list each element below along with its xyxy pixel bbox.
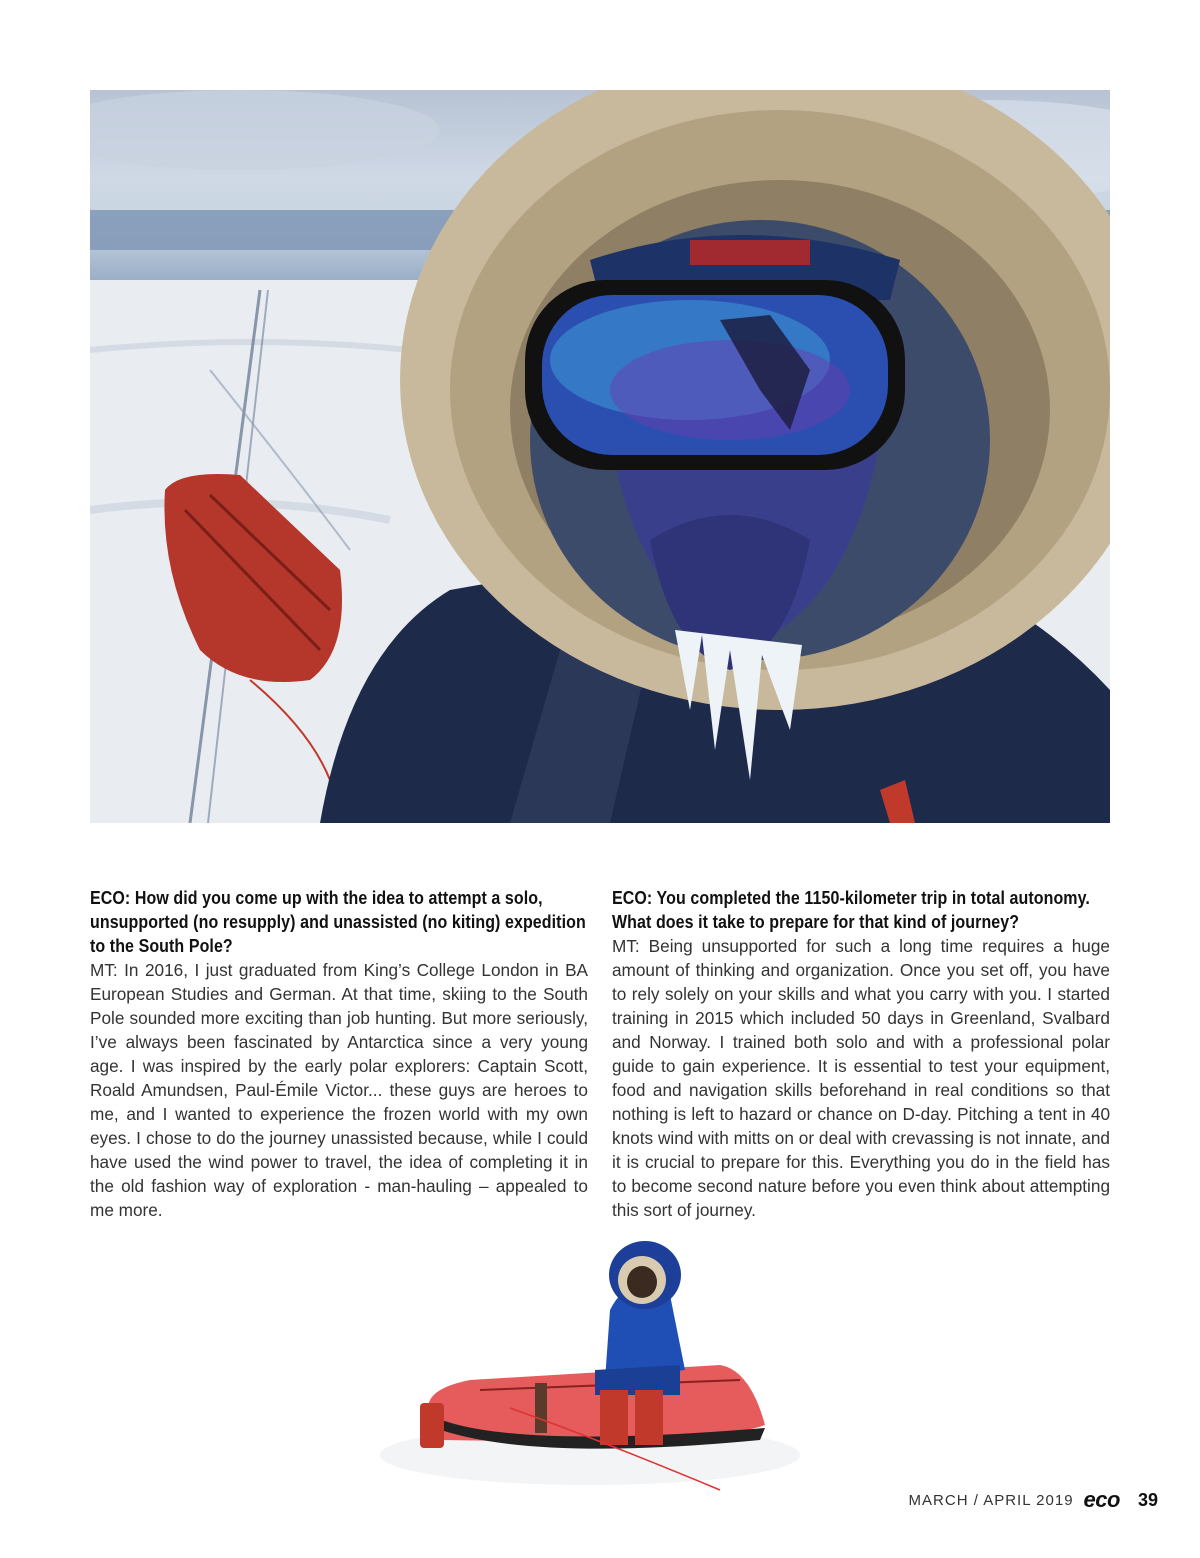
page-footer: [909, 1488, 1158, 1512]
issue-date: MARCH / APRIL 2019: [908, 1491, 1074, 1509]
question-2: ECO: You completed the 1150-kilometer trip in total autonomy. What does it take to prepare for that kind of journey?: [612, 887, 1090, 932]
hero-photo: [90, 90, 1110, 823]
interview-column-right: [612, 886, 1110, 1222]
answer-1: MT: In 2016, I just graduated from King’s College London in BA European Studies and German. At that time, skiing to the South Pole sounded more exciting than job hunting. But more seriously, I’ve always been fascinated by Antarctica since a very young age. I was inspired by the early polar explorers: Captain Scott, Roald Amundsen, Paul-Émile Victor... these guys are heroes to me, and I wanted to experience the frozen world with my own eyes. I chose to do the journey unassisted because, while I could have used the wind power to travel, the idea of completing it in the old fashion way of exploration - man-hauling – appealed to me more.: [90, 960, 588, 1220]
interview-column-left: [90, 886, 588, 1222]
explorer-selfie-photo: [90, 90, 1110, 823]
answer-2: MT: Being unsupported for such a long time requires a huge amount of thinking and organization. Once you set off, you have to rely solely on your skills and what you carry with you. I started training in 2015 which included 50 days in Greenland, Svalbard and Norway. I trained both solo and with a professional polar guide to gain experience. It is essential to test your equipment, food and navigation skills beforehand in real conditions so that nothing is left to hazard or chance on D-day. Pitching a tent in 40 knots wind with mitts on or deal with crevassing is not innate, and it is crucial to prepare for this. Everything you do in the field has to become second nature before you even think about attempting this sort of journey.: [612, 936, 1110, 1220]
sled-photo: [380, 1240, 800, 1500]
magazine-logo: eco: [1083, 1487, 1120, 1512]
page-number: 39: [1137, 1489, 1158, 1510]
question-1: ECO: How did you come up with the idea to attempt a solo, unsupported (no resupply) and unassisted (no kiting) expedition to the South Pole?: [90, 887, 586, 956]
explorer-on-sled-photo: [380, 1240, 800, 1500]
